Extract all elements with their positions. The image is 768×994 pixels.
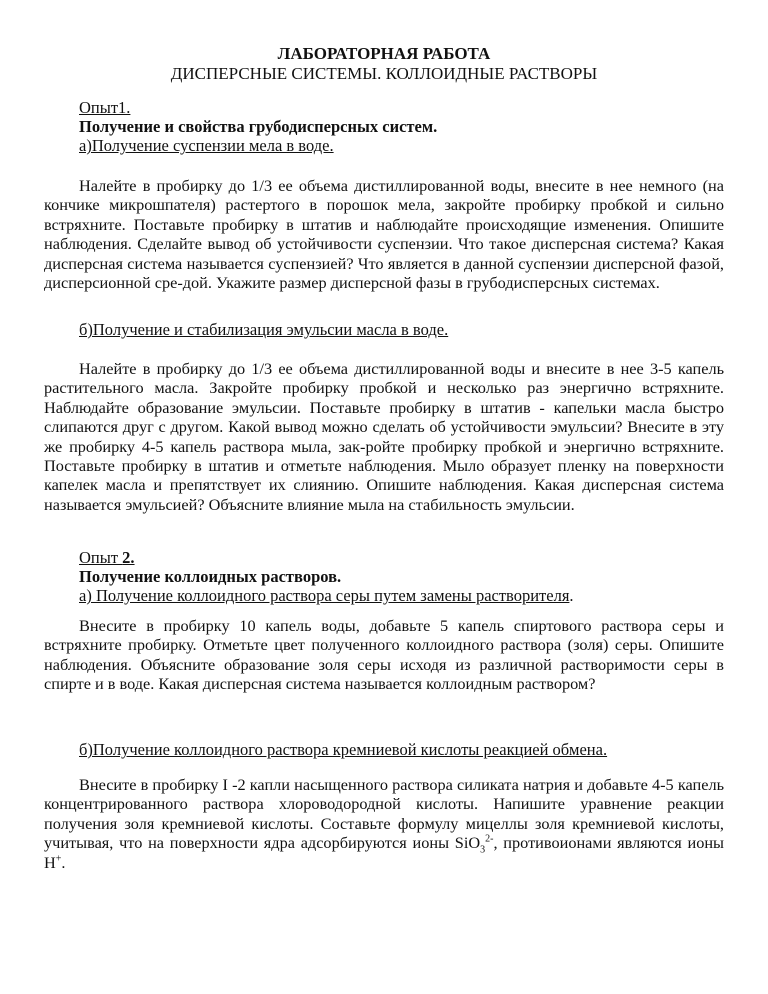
page-subtitle: ДИСПЕРСНЫЕ СИСТЕМЫ. КОЛЛОИДНЫЕ РАСТВОРЫ <box>170 64 598 83</box>
exp1-a-title: а)Получение суспензии мела в воде. <box>79 136 334 155</box>
counter-ion-text: , противоионами являются ионы H <box>44 833 724 872</box>
exp1-b-text: Налейте в пробирку до 1/3 ее объема дистиллированной воды и внесите в нее 3-5 капель растительного масла. Закройте пробирку пробкой и несколько раз энергично встряхните. Наблюдайте образование эмульсии. Поставьте пробирку в штатив - капельки масла быстро слипаются друг с другом. Какой вывод можно сделать об устойчивости эмульсии? Внесите в эту же пробирку 4-5 капель раствора мыла, зак-ройте пробирку пробкой и энергично встряхните. Поставьте пробирку в штатив и отметьте наблюдения. Мыло образует пленку на поверхности капелек масла и препятствует их слиянию. Опишите наблюдения. Какая дисперсная система называется эмульсией? Объясните влияние мыла на стабильность эмульсии. <box>44 359 724 514</box>
exp2-a-title: а) Получение коллоидного раствора серы путем замены растворителя <box>79 586 570 605</box>
ion-base: SiO <box>454 833 481 853</box>
exp2-a-title-end: . <box>569 586 574 605</box>
final-dot: . <box>61 852 66 872</box>
exp1-b-title: б)Получение и стабилизация эмульсии масла в воде. <box>79 320 449 339</box>
exp1-heading: Получение и свойства грубодисперсных систем. <box>79 117 438 136</box>
exp2-b-text: Внесите в пробирку I -2 капли насыщенного раствора силиката натрия и добавьте 4-5 капель концентрированного раствора хлороводородной кислоты. Напишите уравнение реакции получения золя кремниевой кислоты. Составьте формулу мицеллы золя кремниевой кислоты, учитывая, что на поверхности ядра адсорбируются ионы <box>44 775 724 853</box>
exp2-b-title: б)Получение коллоидного раствора кремниевой кислоты реакцией обмена. <box>79 740 608 759</box>
exp2-a-title-line <box>79 586 574 605</box>
h-superscript: + <box>55 853 62 865</box>
exp2-heading: Получение коллоидных растворов. <box>79 567 342 586</box>
exp1-a-text: Налейте в пробирку до 1/3 ее объема дистиллированной воды, внесите в нее немного (на кончике микрошпателя) растертого в порошок мела, закройте пробирку пробкой и сильно встряхните. Поставьте пробирку в штатив и наблюдайте происходящие изменения. Опишите наблюдения. Сделайте вывод об устойчивости суспензии. Что такое дисперсная система? Какая дисперсная система называется суспензией? Что является в данной суспензии дисперсной фазой, дисперсионной сре-дой. Укажите размер дисперсной фазы в грубодисперсных системах. <box>44 176 724 293</box>
ion-superscript: 2- <box>485 833 494 845</box>
exp2-label <box>79 548 135 567</box>
ion-subscript: 3 <box>480 844 486 856</box>
exp2-b-paragraph <box>44 775 724 872</box>
silicate-ion-formula <box>454 833 494 856</box>
page-title: ЛАБОРАТОРНАЯ РАБОТА <box>277 44 491 63</box>
exp2-label-prefix: Опыт <box>79 548 123 567</box>
exp2-label-number: 2. <box>122 548 135 567</box>
exp1-label: Опыт1. <box>79 98 131 117</box>
exp2-a-text: Внесите в пробирку 10 капель воды, добавьте 5 капель спиртового раствора серы и встряхните пробирку. Отметьте цвет полученного коллоидного раствора (золя) серы. Опишите наблюдения. Объясните образование золя серы исходя из различной растворимости серы в спирте и в воде. Какая дисперсная система называется коллоидным раствором? <box>44 616 724 694</box>
